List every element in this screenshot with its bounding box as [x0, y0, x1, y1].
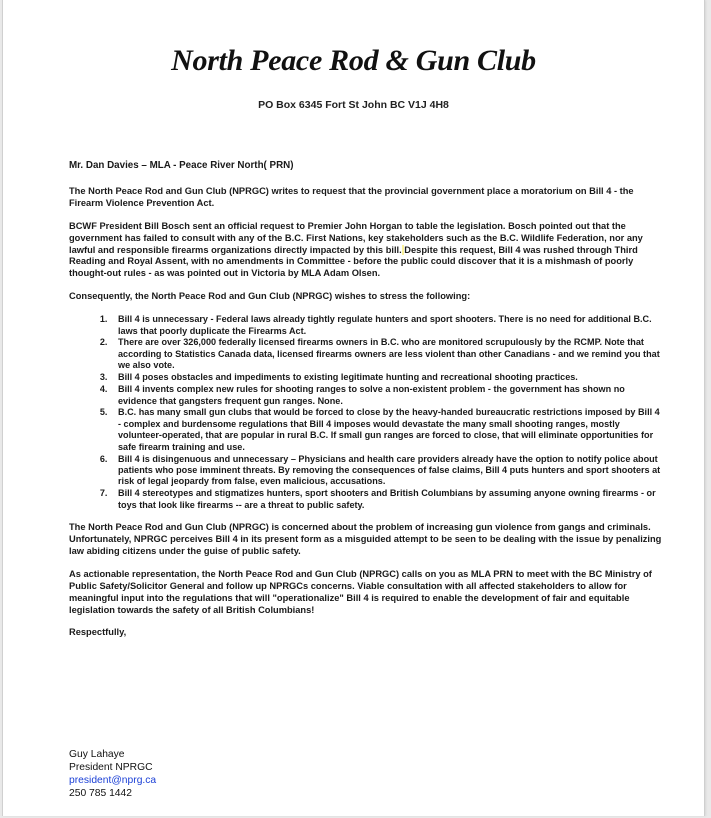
signer-name: Guy Lahaye — [69, 749, 125, 760]
list-item: 6. Bill 4 is disingenuous and unnecessary – Physicians and health care providers already have the option to notify police about patients who pose imminent threats. By removing the consequences of false claims, Bill 4 puts hunters and sport shooters at risk of legal jeopardy from false, even malicious, accusations. — [110, 454, 665, 488]
list-item: 5. B.C. has many small gun clubs that would be forced to close by the heavy-handed bureaucratic restrictions imposed by Bill 4 - complex and burdensome regulations that Bill 4 imposes would devastate the many small shooting ranges, mostly volunteer-operated, that are popular in rural B.C. If small gun ranges are forced to close, that will eliminate opportunities for safe firearm training and use. — [110, 407, 665, 453]
letter-page — [2, 0, 705, 816]
letter-body — [69, 160, 665, 650]
paragraph-call-to-action: As actionable representation, the North Peace Rod and Gun Club (NPRGC) calls on you as MLA PRN to meet with the BC Ministry of Public Safety/Solicitor General and follow up NPRGCs concerns. Viable consultation with all affected stakeholders to allow for meaningful input into the regulations that will "operationalize" Bill 4 is required to enable the development of fair and equitable legislation towards the safety of all British Columbians! — [69, 568, 652, 615]
signer-role: President NPRGC — [69, 762, 153, 773]
list-item: 1. Bill 4 is unnecessary - Federal laws already tightly regulate hunters and sport shooters. There is no need for additional B.C. laws that poorly duplicate the Firearms Act. — [110, 314, 665, 337]
list-item: 3. Bill 4 poses obstacles and impediments to existing legitimate hunting and recreational shooting practices. — [110, 372, 665, 383]
closing: Respectfully, — [69, 627, 127, 638]
club-name-heading: North Peace Rod & Gun Club — [171, 44, 536, 77]
paragraph-bcwf-part2: Despite this request, Bill 4 was rushed through Third Reading and Royal Assent, with no amendments in Committee - before the public could discover that it is a mishmash of poorly thought-out rules - as was pointed out in Victoria by MLA Adam Olsen. — [69, 244, 638, 279]
points-list — [69, 314, 665, 511]
paragraph-bcwf — [69, 221, 665, 281]
email-link[interactable]: president@nprg.ca — [69, 775, 157, 786]
list-item: 7. Bill 4 stereotypes and stigmatizes hunters, sport shooters and British Columbians by assuming anyone owning firearms - or toys that look like firearms -- are a threat to public safety. — [110, 488, 665, 511]
phone-number: 250 785 1442 — [69, 788, 132, 799]
paragraph-bcwf-part1: BCWF President Bill Bosch sent an official request to Premier John Horgan to table the legislation. Bosch pointed out that the government has failed to consult with any of the B.C. First Nations, key stakeholders such as the B.C. Wildlife Federation, nor any lawful and responsible firearms organizations directly impacted by this bill. — [69, 220, 643, 255]
paragraph-concern: The North Peace Rod and Gun Club (NPRGC) is concerned about the problem of increasing gun violence from gangs and criminals. Unfortunately, NPRGC perceives Bill 4 in its present form as a misguided attempt to be seen to be dealing with the issue by penalizing law abiding citizens under the guise of public safety. — [69, 522, 662, 556]
paragraph-consequently: Consequently, the North Peace Rod and Gun Club (NPRGC) wishes to stress the following: — [69, 291, 471, 302]
list-item: 4. Bill 4 invents complex new rules for shooting ranges to solve a non-existent problem - the government has shown no evidence that gangsters frequent gun ranges. None. — [110, 384, 665, 407]
list-item: 2. There are over 326,000 federally licensed firearms owners in B.C. who are monitored scrupulously by the RCMP. Note that according to Statistics Canada data, licensed firearms owners are less violent than other Canadians - and we remind you that we also vote. — [110, 337, 665, 371]
salutation: Mr. Dan Davies – MLA - Peace River North( PRN) — [69, 160, 294, 171]
paragraph-request: The North Peace Rod and Gun Club (NPRGC) writes to request that the provincial government place a moratorium on Bill 4 - the Firearm Violence Prevention Act. — [69, 185, 634, 208]
signature-block — [69, 748, 156, 800]
club-address: PO Box 6345 Fort St John BC V1J 4H8 — [258, 99, 449, 111]
